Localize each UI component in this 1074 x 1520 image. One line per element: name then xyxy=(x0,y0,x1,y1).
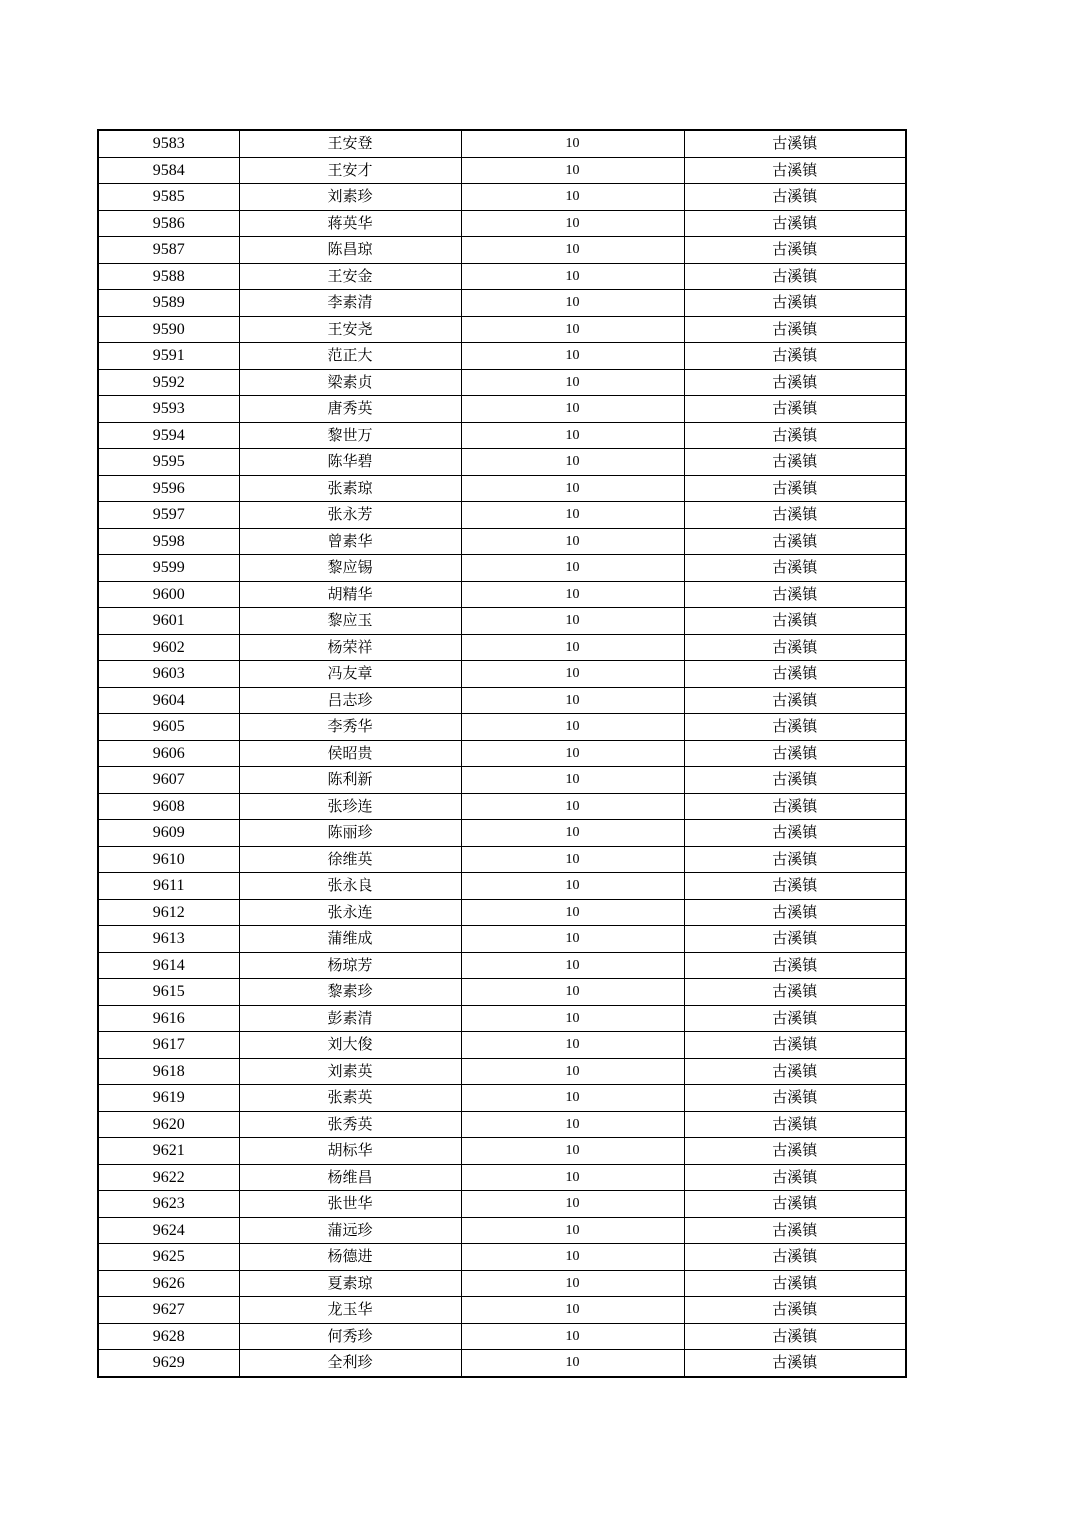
person-name-cell: 胡标华 xyxy=(239,1138,461,1165)
serial-number-cell: 9608 xyxy=(98,793,239,820)
table-row xyxy=(98,767,906,794)
table-row xyxy=(98,1270,906,1297)
amount-cell: 10 xyxy=(461,1005,684,1032)
table-row xyxy=(98,528,906,555)
amount-cell: 10 xyxy=(461,210,684,237)
serial-number-cell: 9596 xyxy=(98,475,239,502)
town-cell: 古溪镇 xyxy=(684,184,906,211)
person-name-cell: 陈利新 xyxy=(239,767,461,794)
table-row xyxy=(98,1191,906,1218)
amount-cell: 10 xyxy=(461,952,684,979)
amount-cell: 10 xyxy=(461,899,684,926)
table-row xyxy=(98,1111,906,1138)
amount-cell: 10 xyxy=(461,316,684,343)
town-cell: 古溪镇 xyxy=(684,899,906,926)
person-name-cell: 李素清 xyxy=(239,290,461,317)
amount-cell: 10 xyxy=(461,1244,684,1271)
table-row xyxy=(98,952,906,979)
amount-cell: 10 xyxy=(461,475,684,502)
table-row xyxy=(98,184,906,211)
amount-cell: 10 xyxy=(461,130,684,157)
amount-cell: 10 xyxy=(461,1111,684,1138)
person-name-cell: 刘大俊 xyxy=(239,1032,461,1059)
person-name-cell: 王安金 xyxy=(239,263,461,290)
amount-cell: 10 xyxy=(461,1058,684,1085)
serial-number-cell: 9600 xyxy=(98,581,239,608)
table-row xyxy=(98,475,906,502)
table-row xyxy=(98,422,906,449)
person-name-cell: 陈昌琼 xyxy=(239,237,461,264)
person-name-cell: 黎应玉 xyxy=(239,608,461,635)
serial-number-cell: 9595 xyxy=(98,449,239,476)
table-row xyxy=(98,740,906,767)
person-name-cell: 刘素英 xyxy=(239,1058,461,1085)
person-name-cell: 张珍连 xyxy=(239,793,461,820)
table-row xyxy=(98,237,906,264)
amount-cell: 10 xyxy=(461,740,684,767)
amount-cell: 10 xyxy=(461,1138,684,1165)
table-row xyxy=(98,873,906,900)
amount-cell: 10 xyxy=(461,793,684,820)
amount-cell: 10 xyxy=(461,422,684,449)
table-row xyxy=(98,1058,906,1085)
town-cell: 古溪镇 xyxy=(684,1297,906,1324)
table-row xyxy=(98,130,906,157)
table-row xyxy=(98,1323,906,1350)
town-cell: 古溪镇 xyxy=(684,1085,906,1112)
serial-number-cell: 9614 xyxy=(98,952,239,979)
person-name-cell: 徐维英 xyxy=(239,846,461,873)
amount-cell: 10 xyxy=(461,1032,684,1059)
table-row xyxy=(98,1217,906,1244)
amount-cell: 10 xyxy=(461,157,684,184)
town-cell: 古溪镇 xyxy=(684,1138,906,1165)
table-row xyxy=(98,979,906,1006)
town-cell: 古溪镇 xyxy=(684,1005,906,1032)
town-cell: 古溪镇 xyxy=(684,714,906,741)
serial-number-cell: 9628 xyxy=(98,1323,239,1350)
serial-number-cell: 9609 xyxy=(98,820,239,847)
amount-cell: 10 xyxy=(461,873,684,900)
serial-number-cell: 9619 xyxy=(98,1085,239,1112)
serial-number-cell: 9584 xyxy=(98,157,239,184)
person-name-cell: 龙玉华 xyxy=(239,1297,461,1324)
town-cell: 古溪镇 xyxy=(684,1111,906,1138)
town-cell: 古溪镇 xyxy=(684,1164,906,1191)
person-name-cell: 梁素贞 xyxy=(239,369,461,396)
table-row xyxy=(98,1005,906,1032)
serial-number-cell: 9620 xyxy=(98,1111,239,1138)
town-cell: 古溪镇 xyxy=(684,846,906,873)
person-name-cell: 王安才 xyxy=(239,157,461,184)
person-name-cell: 何秀珍 xyxy=(239,1323,461,1350)
person-name-cell: 王安尧 xyxy=(239,316,461,343)
person-name-cell: 唐秀英 xyxy=(239,396,461,423)
serial-number-cell: 9604 xyxy=(98,687,239,714)
person-name-cell: 蒲维成 xyxy=(239,926,461,953)
town-cell: 古溪镇 xyxy=(684,952,906,979)
table-row xyxy=(98,1032,906,1059)
table-row xyxy=(98,1350,906,1377)
serial-number-cell: 9617 xyxy=(98,1032,239,1059)
person-name-cell: 刘素珍 xyxy=(239,184,461,211)
town-cell: 古溪镇 xyxy=(684,237,906,264)
serial-number-cell: 9621 xyxy=(98,1138,239,1165)
person-name-cell: 黎素珍 xyxy=(239,979,461,1006)
table-row xyxy=(98,1164,906,1191)
amount-cell: 10 xyxy=(461,581,684,608)
person-name-cell: 吕志珍 xyxy=(239,687,461,714)
table-row xyxy=(98,634,906,661)
town-cell: 古溪镇 xyxy=(684,687,906,714)
table-row xyxy=(98,343,906,370)
amount-cell: 10 xyxy=(461,687,684,714)
amount-cell: 10 xyxy=(461,634,684,661)
serial-number-cell: 9613 xyxy=(98,926,239,953)
table-row xyxy=(98,820,906,847)
town-cell: 古溪镇 xyxy=(684,502,906,529)
amount-cell: 10 xyxy=(461,1085,684,1112)
serial-number-cell: 9598 xyxy=(98,528,239,555)
roster-table-body xyxy=(98,130,906,1377)
person-name-cell: 张永良 xyxy=(239,873,461,900)
person-name-cell: 蒋英华 xyxy=(239,210,461,237)
amount-cell: 10 xyxy=(461,237,684,264)
table-row xyxy=(98,1085,906,1112)
amount-cell: 10 xyxy=(461,1297,684,1324)
serial-number-cell: 9589 xyxy=(98,290,239,317)
serial-number-cell: 9615 xyxy=(98,979,239,1006)
person-name-cell: 张永连 xyxy=(239,899,461,926)
town-cell: 古溪镇 xyxy=(684,343,906,370)
amount-cell: 10 xyxy=(461,449,684,476)
table-row xyxy=(98,157,906,184)
person-name-cell: 张秀英 xyxy=(239,1111,461,1138)
table-row xyxy=(98,846,906,873)
table-row xyxy=(98,369,906,396)
serial-number-cell: 9599 xyxy=(98,555,239,582)
table-row xyxy=(98,608,906,635)
town-cell: 古溪镇 xyxy=(684,1270,906,1297)
town-cell: 古溪镇 xyxy=(684,396,906,423)
serial-number-cell: 9610 xyxy=(98,846,239,873)
amount-cell: 10 xyxy=(461,1191,684,1218)
serial-number-cell: 9593 xyxy=(98,396,239,423)
amount-cell: 10 xyxy=(461,714,684,741)
amount-cell: 10 xyxy=(461,184,684,211)
town-cell: 古溪镇 xyxy=(684,369,906,396)
town-cell: 古溪镇 xyxy=(684,581,906,608)
amount-cell: 10 xyxy=(461,343,684,370)
town-cell: 古溪镇 xyxy=(684,290,906,317)
town-cell: 古溪镇 xyxy=(684,475,906,502)
person-name-cell: 蒲远珍 xyxy=(239,1217,461,1244)
serial-number-cell: 9586 xyxy=(98,210,239,237)
serial-number-cell: 9588 xyxy=(98,263,239,290)
serial-number-cell: 9623 xyxy=(98,1191,239,1218)
person-name-cell: 杨德进 xyxy=(239,1244,461,1271)
serial-number-cell: 9606 xyxy=(98,740,239,767)
amount-cell: 10 xyxy=(461,396,684,423)
amount-cell: 10 xyxy=(461,979,684,1006)
amount-cell: 10 xyxy=(461,1217,684,1244)
table-row xyxy=(98,926,906,953)
person-name-cell: 陈华碧 xyxy=(239,449,461,476)
person-name-cell: 范正大 xyxy=(239,343,461,370)
amount-cell: 10 xyxy=(461,369,684,396)
person-name-cell: 曾素华 xyxy=(239,528,461,555)
person-name-cell: 杨荣祥 xyxy=(239,634,461,661)
serial-number-cell: 9591 xyxy=(98,343,239,370)
person-name-cell: 杨琼芳 xyxy=(239,952,461,979)
amount-cell: 10 xyxy=(461,1270,684,1297)
person-name-cell: 夏素琼 xyxy=(239,1270,461,1297)
town-cell: 古溪镇 xyxy=(684,263,906,290)
amount-cell: 10 xyxy=(461,846,684,873)
town-cell: 古溪镇 xyxy=(684,316,906,343)
town-cell: 古溪镇 xyxy=(684,1323,906,1350)
person-name-cell: 彭素清 xyxy=(239,1005,461,1032)
person-name-cell: 侯昭贵 xyxy=(239,740,461,767)
person-name-cell: 冯友章 xyxy=(239,661,461,688)
town-cell: 古溪镇 xyxy=(684,130,906,157)
person-name-cell: 张素英 xyxy=(239,1085,461,1112)
person-name-cell: 胡精华 xyxy=(239,581,461,608)
town-cell: 古溪镇 xyxy=(684,1032,906,1059)
table-row xyxy=(98,449,906,476)
serial-number-cell: 9611 xyxy=(98,873,239,900)
town-cell: 古溪镇 xyxy=(684,528,906,555)
serial-number-cell: 9627 xyxy=(98,1297,239,1324)
amount-cell: 10 xyxy=(461,555,684,582)
amount-cell: 10 xyxy=(461,1164,684,1191)
person-name-cell: 全利珍 xyxy=(239,1350,461,1377)
town-cell: 古溪镇 xyxy=(684,820,906,847)
serial-number-cell: 9605 xyxy=(98,714,239,741)
amount-cell: 10 xyxy=(461,528,684,555)
table-row xyxy=(98,316,906,343)
person-name-cell: 李秀华 xyxy=(239,714,461,741)
table-row xyxy=(98,290,906,317)
town-cell: 古溪镇 xyxy=(684,661,906,688)
amount-cell: 10 xyxy=(461,1323,684,1350)
amount-cell: 10 xyxy=(461,767,684,794)
table-row xyxy=(98,687,906,714)
table-row xyxy=(98,1244,906,1271)
amount-cell: 10 xyxy=(461,661,684,688)
amount-cell: 10 xyxy=(461,1350,684,1377)
amount-cell: 10 xyxy=(461,290,684,317)
town-cell: 古溪镇 xyxy=(684,210,906,237)
person-name-cell: 陈丽珍 xyxy=(239,820,461,847)
serial-number-cell: 9629 xyxy=(98,1350,239,1377)
table-row xyxy=(98,899,906,926)
serial-number-cell: 9601 xyxy=(98,608,239,635)
table-row xyxy=(98,793,906,820)
roster-table xyxy=(97,129,907,1378)
table-row xyxy=(98,396,906,423)
serial-number-cell: 9603 xyxy=(98,661,239,688)
amount-cell: 10 xyxy=(461,820,684,847)
serial-number-cell: 9597 xyxy=(98,502,239,529)
town-cell: 古溪镇 xyxy=(684,555,906,582)
table-row xyxy=(98,714,906,741)
person-name-cell: 杨维昌 xyxy=(239,1164,461,1191)
serial-number-cell: 9612 xyxy=(98,899,239,926)
person-name-cell: 张世华 xyxy=(239,1191,461,1218)
town-cell: 古溪镇 xyxy=(684,740,906,767)
table-row xyxy=(98,581,906,608)
town-cell: 古溪镇 xyxy=(684,1191,906,1218)
table-row xyxy=(98,263,906,290)
amount-cell: 10 xyxy=(461,926,684,953)
town-cell: 古溪镇 xyxy=(684,422,906,449)
table-row xyxy=(98,1138,906,1165)
person-name-cell: 黎世万 xyxy=(239,422,461,449)
person-name-cell: 黎应锡 xyxy=(239,555,461,582)
table-row xyxy=(98,555,906,582)
serial-number-cell: 9592 xyxy=(98,369,239,396)
serial-number-cell: 9590 xyxy=(98,316,239,343)
serial-number-cell: 9594 xyxy=(98,422,239,449)
town-cell: 古溪镇 xyxy=(684,449,906,476)
serial-number-cell: 9616 xyxy=(98,1005,239,1032)
town-cell: 古溪镇 xyxy=(684,979,906,1006)
serial-number-cell: 9607 xyxy=(98,767,239,794)
table-row xyxy=(98,1297,906,1324)
person-name-cell: 王安登 xyxy=(239,130,461,157)
serial-number-cell: 9622 xyxy=(98,1164,239,1191)
serial-number-cell: 9585 xyxy=(98,184,239,211)
table-row xyxy=(98,210,906,237)
town-cell: 古溪镇 xyxy=(684,1058,906,1085)
person-name-cell: 张永芳 xyxy=(239,502,461,529)
town-cell: 古溪镇 xyxy=(684,1350,906,1377)
town-cell: 古溪镇 xyxy=(684,926,906,953)
amount-cell: 10 xyxy=(461,263,684,290)
serial-number-cell: 9602 xyxy=(98,634,239,661)
amount-cell: 10 xyxy=(461,502,684,529)
amount-cell: 10 xyxy=(461,608,684,635)
town-cell: 古溪镇 xyxy=(684,157,906,184)
town-cell: 古溪镇 xyxy=(684,767,906,794)
town-cell: 古溪镇 xyxy=(684,873,906,900)
town-cell: 古溪镇 xyxy=(684,608,906,635)
table-row xyxy=(98,661,906,688)
serial-number-cell: 9618 xyxy=(98,1058,239,1085)
serial-number-cell: 9625 xyxy=(98,1244,239,1271)
town-cell: 古溪镇 xyxy=(684,793,906,820)
serial-number-cell: 9626 xyxy=(98,1270,239,1297)
town-cell: 古溪镇 xyxy=(684,1244,906,1271)
serial-number-cell: 9624 xyxy=(98,1217,239,1244)
serial-number-cell: 9583 xyxy=(98,130,239,157)
town-cell: 古溪镇 xyxy=(684,634,906,661)
person-name-cell: 张素琼 xyxy=(239,475,461,502)
town-cell: 古溪镇 xyxy=(684,1217,906,1244)
table-row xyxy=(98,502,906,529)
serial-number-cell: 9587 xyxy=(98,237,239,264)
